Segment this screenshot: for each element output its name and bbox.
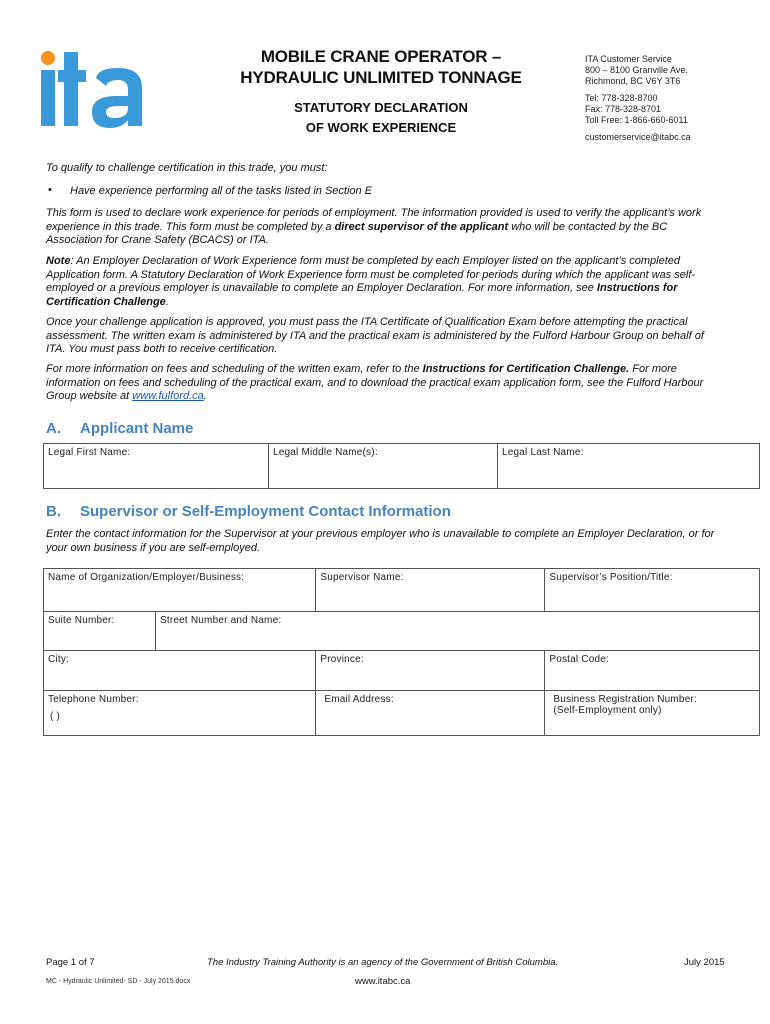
legal-middle-name-label: Legal Middle Name(s): [273,447,378,458]
header-title-block [226,46,536,138]
email-label: Email Address: [324,694,394,705]
p2-text-c: . [165,295,169,308]
legal-last-name-label: Legal Last Name: [502,447,584,458]
form-subtitle-line1: STATUTORY DECLARATION [294,100,468,115]
street-label: Street Number and Name: [160,615,282,626]
supervisor-position-label: Supervisor’s Position/Title: [549,572,673,583]
business-registration-label: Business Registration Number: [553,694,697,705]
province-field[interactable] [316,651,545,691]
fulford-link[interactable]: www.fulford.ca [132,390,204,402]
qualify-text: To qualify to challenge certification in this trade, you must: [46,162,328,174]
province-label: Province: [320,654,364,665]
p2-text-a: : An Employer Declaration of Work Experience form must be completed by each Employer listed on the applicant’s completed Application form. A Statutory Declaration of Work Experience form must be completed for periods during which the applicant was self-employed or a previous employer is unavailable to complete an Employer Declaration. For more information, see [46,255,696,294]
street-field[interactable] [156,612,760,651]
form-title-line2: HYDRAULIC UNLIMITED TONNAGE [240,68,522,87]
contact-tollfree: Toll Free: 1-866-660-6011 [585,115,688,125]
p1-text-c: who will be contacted by the BC Association for Crane Safety (BCACS) or ITA. [46,220,668,246]
note-label: Note [46,255,71,267]
p4-text-c: For more information on fees and scheduling of the practical exam, and to download the practical exam application form, see the Fulford Harbour Group website at [46,363,704,402]
section-a-heading [46,420,193,437]
form-subtitle-line2: OF WORK EXPERIENCE [305,120,457,135]
section-b-intro: Enter the contact information for the Supervisor at your previous employer who is unavailable to complete an Employer Declaration, or for your own business if you are self-employed. [46,528,715,554]
contact-address1: 800 – 8100 Granville Ave. [585,65,688,75]
form-title-line1: MOBILE CRANE OPERATOR – [260,47,502,66]
contact-name: ITA Customer Service [585,54,672,64]
p4-text-a: For more information on fees and scheduling of the written exam, refer to the [46,363,423,375]
document-filename: MC - Hydraulic Unlimited- SD - July 2015.docx [46,978,191,985]
logo-dot [41,51,55,65]
logo-a [92,68,142,128]
website-link[interactable]: www.itabc.ca [355,976,411,987]
legal-first-name-field[interactable] [44,444,269,489]
section-b-heading [46,503,451,520]
city-label: City: [48,654,69,665]
legal-middle-name-field[interactable] [269,444,498,489]
contact-info [585,54,691,143]
paragraph-fees [46,363,726,404]
p4-bold: Instructions for Certification Challenge. [422,363,630,375]
applicant-name-table [43,443,760,489]
legal-last-name-field[interactable] [498,444,760,489]
section-b-title: Supervisor or Self-Employment Contact Information [80,503,451,520]
paragraph-purpose [46,207,726,248]
organization-label: Name of Organization/Employer/Business: [48,572,245,583]
suite-number-field[interactable] [44,612,156,651]
business-registration-field[interactable] [545,691,760,736]
telephone-field[interactable] [44,691,316,736]
legal-first-name-label: Legal First Name: [48,447,131,458]
contact-email[interactable]: customerservice@itabc.ca [585,132,691,142]
p1-text-a: This form is used to declare work experience for periods of employment. The information provided is used to verify the applicant’s work experience in this trade. This form must be completed by a [46,207,702,233]
organization-field[interactable] [44,569,316,612]
section-a-letter: A. [46,420,61,437]
bullet-text: Have experience performing all of the tasks listed in Section E [70,185,373,197]
bullet-icon: • [48,184,52,196]
p1-bold: direct supervisor of the applicant [334,220,509,233]
supervisor-contact-table [43,568,760,736]
telephone-area-code: ( ) [50,711,61,722]
logo-t-bar [58,70,86,82]
postal-code-label: Postal Code: [549,654,609,665]
ita-logo [38,48,148,130]
contact-address2: Richmond, BC V6Y 3T6 [585,76,681,86]
business-registration-note: (Self-Employment only) [553,705,662,716]
city-field[interactable] [44,651,316,691]
p2-bold: Instructions for Certification Challenge [46,282,678,308]
contact-fax: Fax: 778-328-8701 [585,104,662,114]
section-b-letter: B. [46,503,61,520]
suite-number-label: Suite Number: [48,615,115,626]
postal-code-field[interactable] [545,651,760,691]
telephone-label: Telephone Number: [48,694,139,705]
supervisor-name-label: Supervisor Name: [320,572,404,583]
supervisor-name-field[interactable] [316,569,545,612]
paragraph-exam: Once your challenge application is approved, you must pass the ITA Certificate of Qualification Exam before attempting the practical assessment. The written exam is administered by ITA and the practical exam is administered by the Fulford Harbour Group on behalf of ITA. You must pass both to receive certification. [46,316,704,355]
section-a-title: Applicant Name [80,420,194,437]
email-field[interactable] [316,691,545,736]
logo-t-stem [64,52,78,126]
paragraph-note [46,255,726,309]
supervisor-position-field[interactable] [545,569,760,612]
logo-i-stem [41,70,55,126]
page-number: Page 1 of 7 [46,957,95,968]
footer-date: July 2015 [684,957,725,968]
form-subtitle [226,98,536,138]
agency-statement: The Industry Training Authority is an agency of the Government of British Columbia. [207,957,559,968]
contact-tel: Tel: 778-328-8700 [585,93,658,103]
p4-text-d: . [203,390,207,402]
